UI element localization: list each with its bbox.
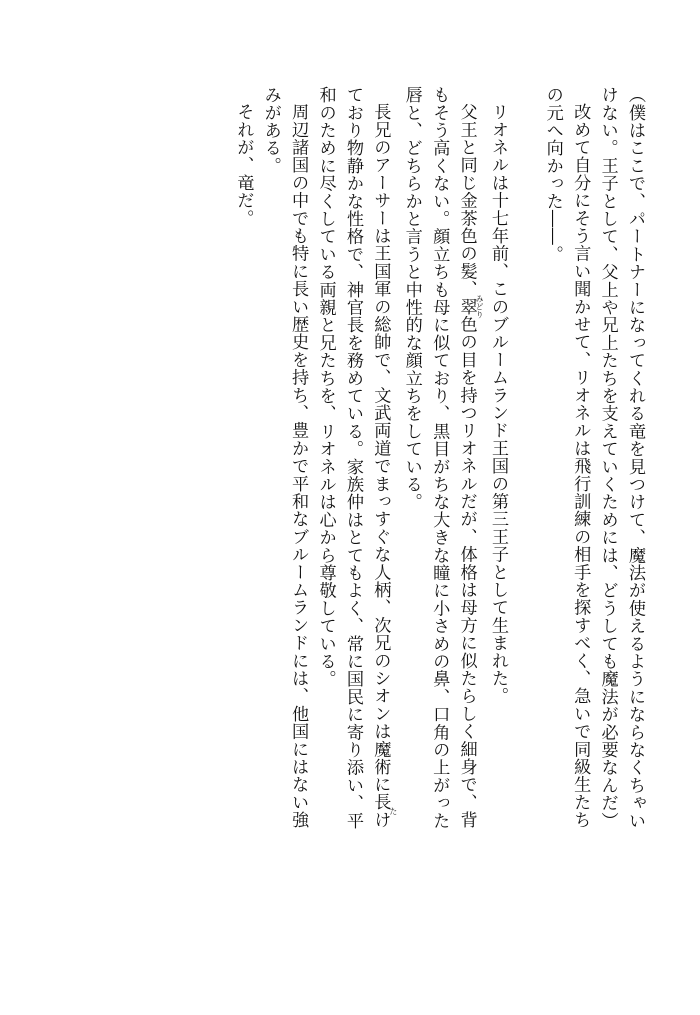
text-line-12: 周辺諸国の中でも特に長い歴史を持ち、豊かで平和なブルームランドには、他国にはない強 (288, 103, 309, 829)
text-line-9-part-1: 長兄のアーサーは王国軍の総帥で、文武両道でまっすぐな人柄、次兄のシオンは魔術に (370, 103, 391, 794)
ruby-midori (456, 294, 485, 319)
text-line-7: もそう高くない。顔立ちも母に似ており、黒目がちな大きな瞳に小さめの鼻、口角の上がった (429, 86, 450, 830)
text-line-3: 改めて自分にそう言い聞かせて、リオネルは飛行訓練の相手を探すべく、急いで同級生たち (570, 103, 591, 829)
text-line-10: ており物静かな性格で、神官長を務めている。家族仲はとてもよく、常に国民に寄り添い、平 (342, 86, 363, 830)
text-line-4: の元へ向かった――。 (542, 86, 563, 263)
text-line-11: 和のために尽くしている両親と兄たちを、リオネルは心から尊敬している。 (315, 86, 336, 688)
text-line-5: リオネルは十七年前、このブルームランド王国の第三王子として生まれた。 (487, 103, 508, 705)
ruby-base-midori: 翠 (456, 294, 477, 319)
text-line-9 (366, 86, 397, 956)
vertical-text-block (229, 86, 648, 956)
text-line-6-part-2: 色の目を持つリオネルだが、体格は母方に似たらしく細身で、背 (456, 315, 477, 829)
text-line-1: （僕はここで、パートナーになってくれる竜を見つけて、魔法が使えるようにならなくちゃい (625, 86, 645, 830)
paragraph-gap (511, 86, 538, 956)
text-line-8: 唇と、どちらかと言うと中性的な顔立ちをしている。 (401, 86, 422, 511)
ruby-text-midori: みどり (475, 294, 485, 319)
ruby-base-ta: 長け (370, 793, 391, 829)
text-line-2: けない。王子として、父上や兄上たちを支えていくためには、どうしても魔法が必要なんだ） (597, 86, 618, 830)
text-line-13: みがある。 (260, 86, 281, 175)
text-line-6-part-1: 父王と同じ金茶色の髪、 (456, 103, 477, 298)
text-line-14: それが、竜だ。 (233, 103, 254, 227)
text-line-6 (452, 86, 483, 956)
ruby-ta (370, 793, 398, 829)
ruby-text-ta: た (388, 793, 398, 829)
